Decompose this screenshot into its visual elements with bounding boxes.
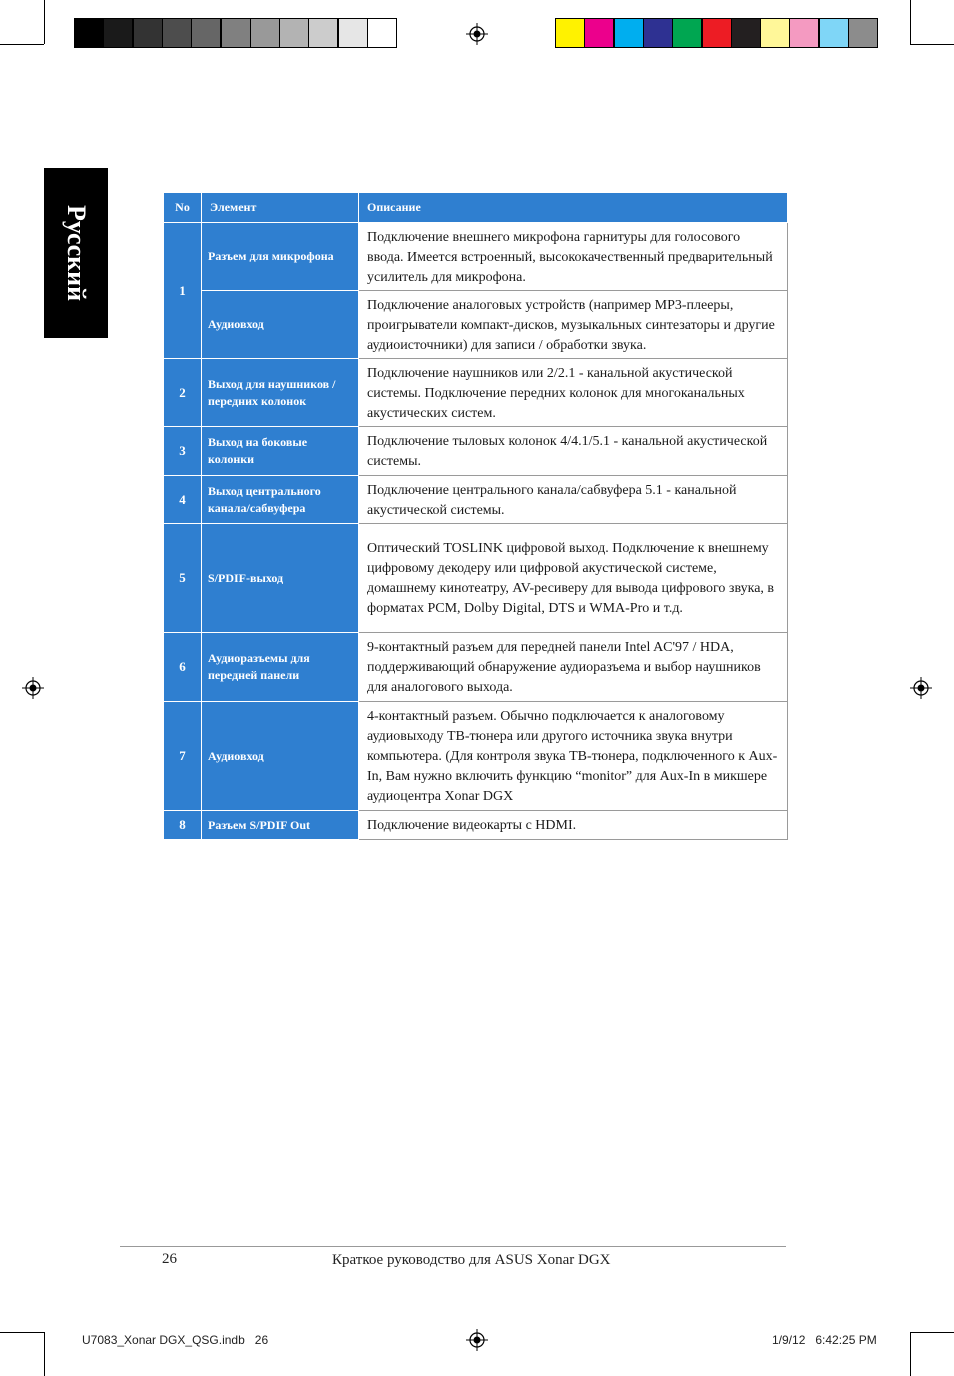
row-number: 4 — [164, 476, 202, 524]
row-number: 6 — [164, 633, 202, 702]
table-row — [164, 524, 788, 633]
row-description: Подключение наушников или 2/2.1 - канальной акустической системы. Подключение передних колонок для многоканальных акустических систем. — [359, 359, 788, 427]
table-row — [164, 291, 788, 359]
crop-mark — [0, 44, 44, 45]
row-number: 8 — [164, 811, 202, 840]
registration-mark-icon — [910, 677, 932, 699]
row-number: 3 — [164, 427, 202, 476]
row-description: Подключение тыловых колонок 4/4.1/5.1 - канальной акустической системы. — [359, 427, 788, 476]
table-row — [164, 702, 788, 811]
crop-mark — [910, 0, 911, 44]
connector-spec-table — [163, 192, 788, 840]
row-number: 5 — [164, 524, 202, 633]
crop-mark — [44, 0, 45, 44]
footer-rule — [120, 1246, 786, 1247]
table-row — [164, 811, 788, 840]
row-element: Аудиоразъемы для передней панели — [202, 633, 359, 702]
registration-mark-icon — [22, 677, 44, 699]
row-description: Подключение аналоговых устройств (например MP3-плееры, проигрыватели компакт-дисков, музыкальных синтезаторы и другие аудиоисточники) для записи / обработки звука. — [359, 291, 788, 359]
color-swatch — [556, 19, 584, 47]
color-swatch — [134, 19, 162, 47]
color-swatch — [280, 19, 308, 47]
color-swatch — [75, 19, 103, 47]
color-swatch — [849, 19, 877, 47]
row-description: Оптический TOSLINK цифровой выход. Подключение к внешнему цифровому декодеру или цифровой акустической системе, домашнему кинотеатру, AV-ресиверу для вывода цифрового звука, в форматах PCM, Dolby Digital, DTS и WMA-Pro и т.д. — [359, 524, 788, 633]
row-element: Выход для наушников / передних колонок — [202, 359, 359, 427]
color-swatch — [615, 19, 643, 47]
page-number: 26 — [162, 1251, 177, 1267]
table-row — [164, 633, 788, 702]
footer-title: Краткое руководство для ASUS Xonar DGX — [332, 1252, 611, 1268]
row-number: 2 — [164, 359, 202, 427]
row-number: 1 — [164, 223, 202, 359]
row-number: 7 — [164, 702, 202, 811]
crop-mark — [0, 1332, 44, 1333]
print-slug-date: 1/9/12 6:42:25 PM — [772, 1333, 877, 1347]
color-swatch — [585, 19, 613, 47]
row-description: Подключение видеокарты с HDMI. — [359, 811, 788, 840]
crop-mark — [910, 1332, 911, 1376]
row-element: Выход центрального канала/сабвуфера — [202, 476, 359, 524]
row-description: 9-контактный разъем для передней панели Intel AC'97 / HDA, поддерживающий обнаружение аудиоразъема и выбор наушников для аналогового выхода. — [359, 633, 788, 702]
table-row — [164, 223, 788, 291]
color-swatch — [703, 19, 731, 47]
row-description: Подключение внешнего микрофона гарнитуры для голосового ввода. Имеется встроенный, высококачественный предварительный усилитель для микрофона. — [359, 223, 788, 291]
language-label: Русский — [62, 204, 91, 302]
color-swatch — [192, 19, 220, 47]
language-side-tab — [44, 168, 108, 338]
row-element: Разъем S/PDIF Out — [202, 811, 359, 840]
header-description: Описание — [359, 193, 788, 223]
table-row — [164, 476, 788, 524]
color-swatch — [761, 19, 789, 47]
row-element: Разъем для микрофона — [202, 223, 359, 291]
crop-mark — [910, 44, 954, 45]
color-swatch — [222, 19, 250, 47]
header-element: Элемент — [202, 193, 359, 223]
color-swatch — [644, 19, 672, 47]
color-swatch — [820, 19, 848, 47]
color-swatch — [104, 19, 132, 47]
print-slug-file: U7083_Xonar DGX_QSG.indb 26 — [82, 1333, 269, 1347]
header-no: No — [164, 193, 202, 223]
row-element: Аудиовход — [202, 702, 359, 811]
row-element: S/PDIF-выход — [202, 524, 359, 633]
color-swatch — [790, 19, 818, 47]
color-swatch — [309, 19, 337, 47]
color-swatch — [368, 19, 396, 47]
table-row — [164, 359, 788, 427]
row-description: Подключение центрального канала/сабвуфера 5.1 - канальной акустической системы. — [359, 476, 788, 524]
row-element: Аудиовход — [202, 291, 359, 359]
table-row — [164, 427, 788, 476]
color-swatch — [251, 19, 279, 47]
color-swatch — [163, 19, 191, 47]
crop-mark — [910, 1332, 954, 1333]
color-swatch — [339, 19, 367, 47]
color-swatch — [732, 19, 760, 47]
registration-mark-icon — [466, 23, 488, 45]
row-description: 4-контактный разъем. Обычно подключается к аналоговому аудиовыходу ТВ-тюнера или другого источника звука внутри компьютера. (Для контроля звука ТВ-тюнера, подключенного к Aux-In, Вам нужно включить функцию “monitor” для Aux-In в микшере аудиоцентра Xonar DGX — [359, 702, 788, 811]
registration-mark-icon — [466, 1329, 488, 1351]
crop-mark — [44, 1332, 45, 1376]
table-header-row — [164, 193, 788, 223]
color-swatch — [673, 19, 701, 47]
row-element: Выход на боковые колонки — [202, 427, 359, 476]
